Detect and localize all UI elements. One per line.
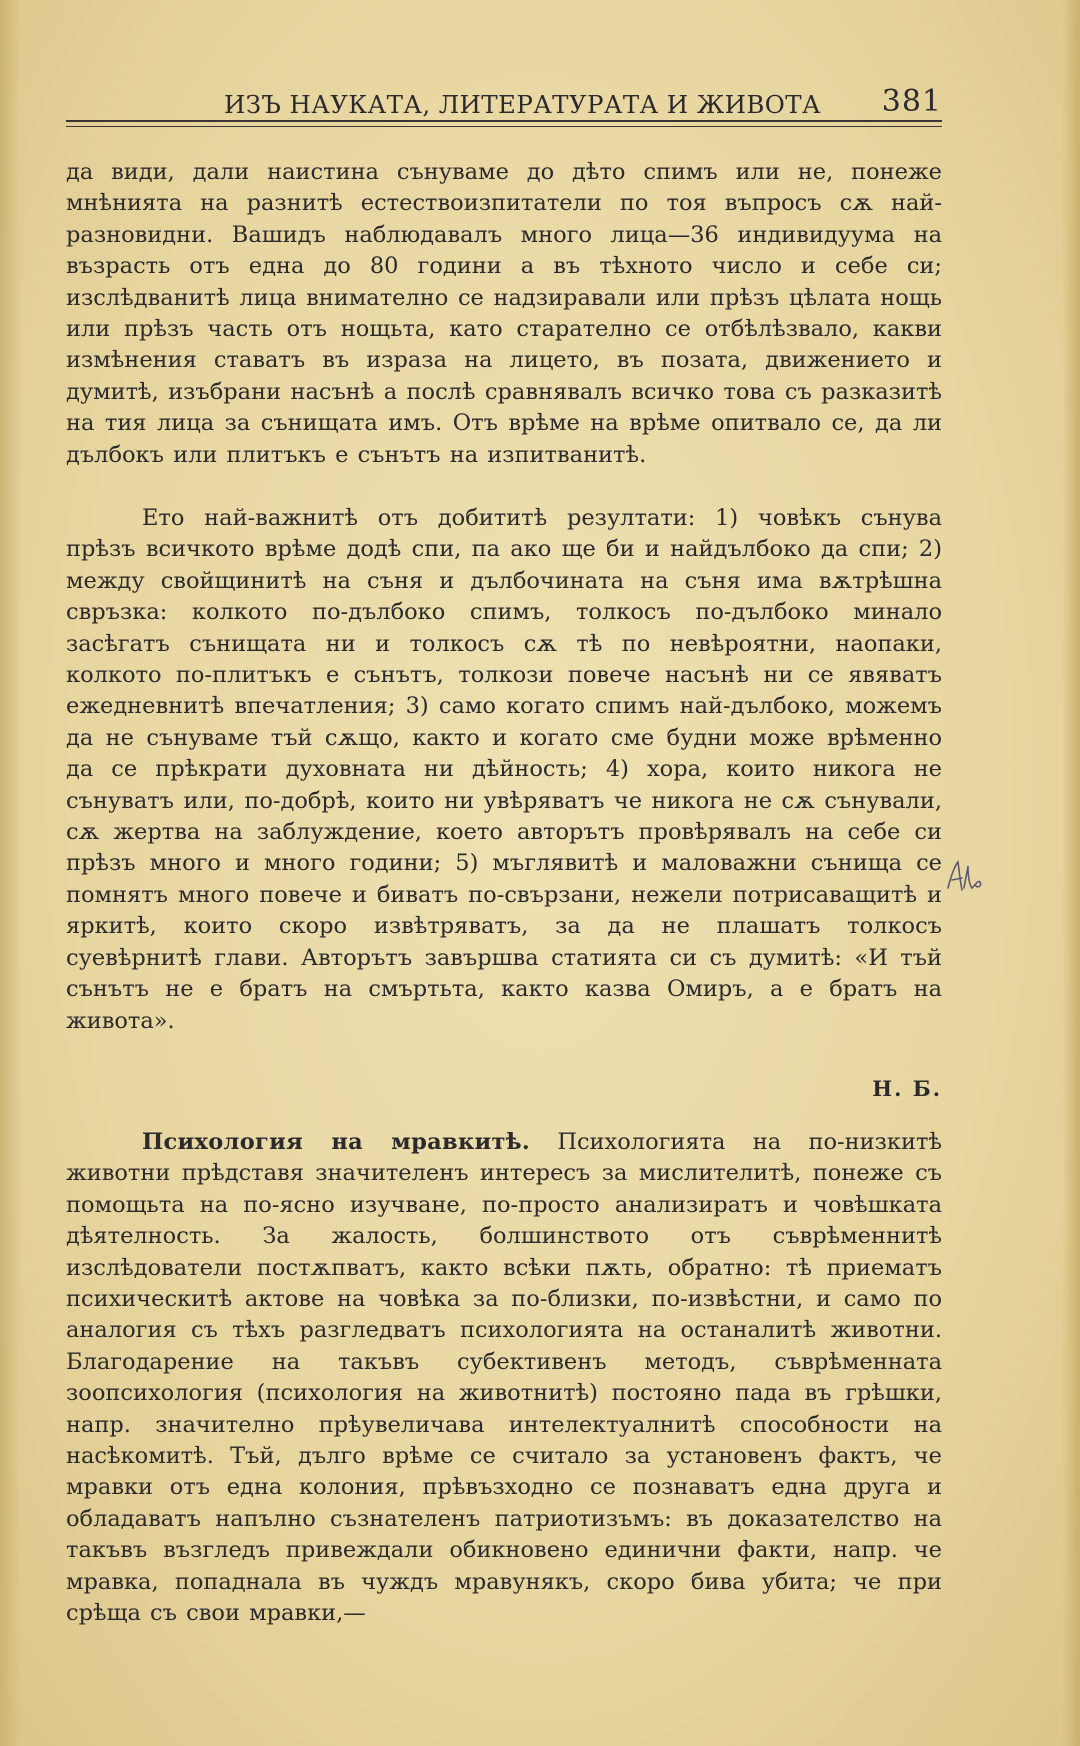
running-head: [66, 84, 942, 124]
article1-paragraph2: [66, 503, 942, 1037]
header-rule-thin: [66, 126, 942, 127]
article2-paragraph-text: Психологията на по-низкитѣ животни прѣдставя значителенъ интересъ за мислителитѣ, понеже съ помощьта на по-ясно изучване, по-просто анализиратъ и човѣшката дѣятелность. За жалость, болшинството отъ съврѣменнитѣ изслѣдователи постѫпватъ, както всѣки пѫть, обратно: тѣ приематъ психическитѣ актове на човѣка за по-близки, по-извѣстни, и само по аналогия съ тѣхъ разгледватъ психологията на останалитѣ животни. Благодарение на такъвъ субективенъ методъ, съврѣменната зоопсихология (психология на животнитѣ) постояно пада въ грѣшки, напр. значително прѣувеличава интелектуалнитѣ способности на насѣкомитѣ. Тъй, дълго врѣме се считало за установенъ фактъ, че мравки отъ една колония, прѣвъзходно се познаватъ една друга и обладаватъ напълно съзнателенъ патриотизъмъ: въ доказателство на такъвъ възгледъ привеждали обикновено единични факти, напр. че мравка, попаднала въ чуждъ мравунякъ, скоро бива убита; че при срѣща съ свои мравки,—: [66, 1129, 942, 1627]
article2-paragraph: [66, 1127, 942, 1630]
article1-paragraph1: [66, 157, 942, 471]
article1-signature: Н. Б.: [872, 1076, 942, 1101]
handwritten-margin-mark-icon: [942, 858, 986, 898]
running-title: ИЗЪ НАУКАТА, ЛИТЕРАТУРАТА И ЖИВОТА: [224, 90, 821, 119]
article2-heading: Психология на мравкитѣ.: [142, 1129, 530, 1155]
header-rule-thick: [66, 120, 942, 122]
article1-paragraph1-text: да види, дали наистина сънуваме до дѣто спимъ или не, понеже мнѣнията на разнитѣ естествоизпитатели по тоя въпросъ сѫ най-разновидни. Вашидъ наблюдавалъ много лица—36 индивидуума на възрасть отъ една до 80 години а въ тѣхното число и себе си; изслѣдванитѣ лица внимателно се надзиравали или прѣзъ цѣлата нощь или прѣзъ часть отъ нощьта, като старателно се отбѣлѣзвало, какви измѣнения ставатъ въ израза на лицето, въ позата, движението и думитѣ, изъбрани насънѣ а послѣ сравнявалъ всичко това съ разказитѣ на тия лица за сънищата имъ. Отъ врѣме на врѣме опитвало се, да ли дълбокъ или плитъкъ е сънътъ на изпитванитѣ.: [66, 159, 942, 468]
page-number: 381: [881, 84, 942, 119]
article1-paragraph2-text: Ето най-важнитѣ отъ добититѣ резултати: 1) човѣкъ сънува прѣзъ всичкото врѣме додѣ спи, па ако ще би и найдълбоко да спи; 2) между свойщинитѣ на съня и дълбочината на съня има вѫтрѣшна свръзка: колкото по-дълбоко спимъ, толкосъ по-дълбоко минало засѣгатъ сънищата ни и толкосъ сѫ тѣ по невѣроятни, наопаки, колкото по-плитъкъ е сънътъ, толкози повече насънѣ ни се явяватъ ежедневнитѣ впечатления; 3) само когато спимъ най-дълбоко, можемъ да не сънуваме тъй сѫщо, както и когато сме будни може врѣменно да се прѣкрати духовната ни дѣйность; 4) хора, които никога не сънуватъ или, по-добрѣ, които ни увѣряватъ че никога не сѫ сънували, сѫ жертва на заблуждение, което авторътъ провѣрявалъ на себе си прѣзъ много и много години; 5) мъглявитѣ и маловажни сънища се помнятъ много повече и биватъ по-свързани, нежели потрисаващитѣ и яркитѣ, които скоро извѣтряватъ, за да не плашатъ толкосъ суевѣрнитѣ глави. Авторътъ завършва статията си съ думитѣ: «И тъй сънътъ не е братъ на смъртьта, както казва Омиръ, а е братъ на живота».: [66, 505, 942, 1034]
article2: [66, 1127, 942, 1630]
